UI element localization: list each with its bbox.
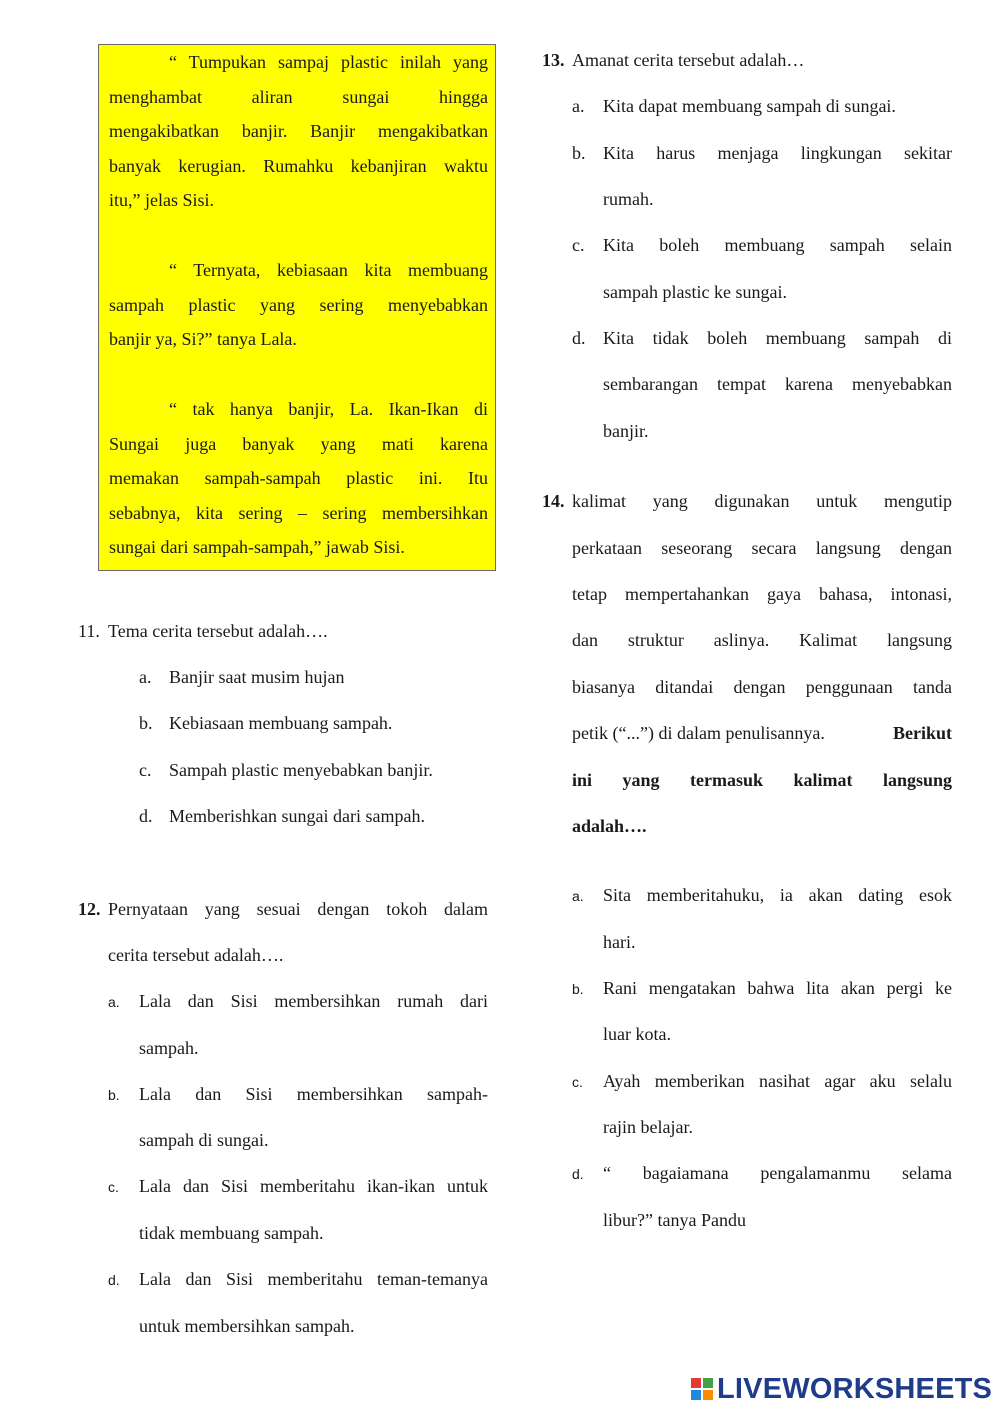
option-letter[interactable]: d. [572, 1166, 584, 1182]
option-text[interactable]: Kita tidak boleh membuang sampah di [603, 328, 952, 348]
option-text[interactable]: untuk membersihkan sampah. [139, 1316, 355, 1336]
question-text: perkataan seseorang secara langsung dengan [572, 538, 952, 558]
question-text: biasanya ditandai dengan penggunaan tanda [572, 677, 952, 697]
option-text[interactable]: rumah. [603, 189, 654, 209]
question-emphasis: Berikut [892, 723, 952, 743]
option-text[interactable]: sampah di sungai. [139, 1130, 269, 1150]
story-line: “ Ternyata, kebiasaan kita membuang [169, 260, 488, 280]
option-letter[interactable]: c. [108, 1179, 119, 1195]
option-letter[interactable]: b. [572, 981, 584, 997]
option-text[interactable]: sembarangan tempat karena menyebabkan [603, 374, 952, 394]
question-emphasis: ini yang termasuk kalimat langsung [572, 770, 952, 790]
option-text[interactable]: Banjir saat musim hujan [169, 667, 345, 687]
option-text[interactable]: Kebiasaan membuang sampah. [169, 713, 393, 733]
question-text: Pernyataan yang sesuai dengan tokoh dalam [108, 899, 488, 919]
story-line: itu,” jelas Sisi. [109, 190, 214, 210]
liveworksheets-icon [691, 1378, 713, 1400]
option-letter[interactable]: c. [572, 1074, 583, 1090]
option-letter[interactable]: c. [139, 760, 152, 780]
option-text[interactable]: luar kota. [603, 1024, 671, 1044]
option-letter[interactable]: c. [572, 235, 585, 255]
option-text[interactable]: Rani mengatakan bahwa lita akan pergi ke [603, 978, 952, 998]
option-letter[interactable]: b. [139, 713, 153, 733]
question-text: Tema cerita tersebut adalah…. [108, 621, 328, 641]
option-letter[interactable]: b. [572, 143, 586, 163]
option-text[interactable]: Sampah plastic menyebabkan banjir. [169, 760, 433, 780]
question-text-line [572, 722, 952, 744]
story-line: menghambat aliran sungai hingga [109, 87, 488, 107]
story-line: sebabnya, kita sering – sering membersihkan [109, 503, 488, 523]
option-letter[interactable]: a. [108, 994, 120, 1010]
option-text[interactable]: banjir. [603, 421, 649, 441]
option-text[interactable]: sampah plastic ke sungai. [603, 282, 787, 302]
brand-name: LIVEWORKSHEETS [717, 1373, 993, 1405]
story-line: “ tak hanya banjir, La. Ikan-Ikan di [169, 399, 488, 419]
option-text[interactable]: Kita boleh membuang sampah selain [603, 235, 952, 255]
question-text: kalimat yang digunakan untuk mengutip [572, 491, 952, 511]
option-letter[interactable]: a. [139, 667, 152, 687]
option-text[interactable]: Memberishkan sungai dari sampah. [169, 806, 425, 826]
option-letter[interactable]: d. [139, 806, 153, 826]
story-line: sampah plastic yang sering menyebabkan [109, 295, 488, 315]
option-text[interactable]: Ayah memberikan nasihat agar aku selalu [603, 1071, 952, 1091]
question-text: cerita tersebut adalah…. [108, 945, 284, 965]
option-text[interactable]: sampah. [139, 1038, 199, 1058]
story-line: banyak kerugian. Rumahku kebanjiran waktu [109, 156, 488, 176]
option-letter[interactable]: d. [108, 1272, 120, 1288]
story-line: mengakibatkan banjir. Banjir mengakibatkan [109, 121, 488, 141]
option-text[interactable]: hari. [603, 932, 636, 952]
option-letter[interactable]: a. [572, 96, 585, 116]
question-number: 14. [542, 491, 565, 511]
question-number: 12. [78, 899, 101, 919]
story-line: “ Tumpukan sampaj plastic inilah yang [169, 52, 488, 72]
option-text[interactable]: Kita dapat membuang sampah di sungai. [603, 96, 896, 116]
option-letter[interactable]: d. [572, 328, 586, 348]
option-text[interactable]: Kita harus menjaga lingkungan sekitar [603, 143, 952, 163]
option-text[interactable]: Lala dan Sisi membersihkan rumah dari [139, 991, 488, 1011]
option-text[interactable]: Lala dan Sisi memberitahu teman-temanya [139, 1269, 488, 1289]
option-text[interactable]: Lala dan Sisi membersihkan sampah- [139, 1084, 488, 1104]
option-text[interactable]: rajin belajar. [603, 1117, 693, 1137]
option-text[interactable]: Lala dan Sisi memberitahu ikan-ikan untuk [139, 1176, 488, 1196]
question-text: petik (“...”) di dalam penulisannya. [572, 723, 825, 743]
question-number: 13. [542, 50, 565, 70]
question-emphasis: adalah…. [572, 816, 647, 836]
question-number: 11. [78, 621, 100, 641]
option-text[interactable]: “ bagaiamana pengalamanmu selama [603, 1163, 952, 1183]
story-line: sungai dari sampah-sampah,” jawab Sisi. [109, 537, 405, 557]
option-letter[interactable]: a. [572, 888, 584, 904]
story-line: memakan sampah-sampah plastic ini. Itu [109, 468, 488, 488]
option-text[interactable]: Sita memberitahuku, ia akan dating esok [603, 885, 952, 905]
question-text: tetap mempertahankan gaya bahasa, intonasi, [572, 584, 952, 604]
story-line: banjir ya, Si?” tanya Lala. [109, 329, 297, 349]
question-text: Amanat cerita tersebut adalah… [572, 50, 805, 70]
story-box [98, 44, 496, 571]
option-letter[interactable]: b. [108, 1087, 120, 1103]
story-line: Sungai juga banyak yang mati karena [109, 434, 488, 454]
option-text[interactable]: tidak membuang sampah. [139, 1223, 324, 1243]
question-text: dan struktur aslinya. Kalimat langsung [572, 630, 952, 650]
option-text[interactable]: libur?” tanya Pandu [603, 1210, 746, 1230]
